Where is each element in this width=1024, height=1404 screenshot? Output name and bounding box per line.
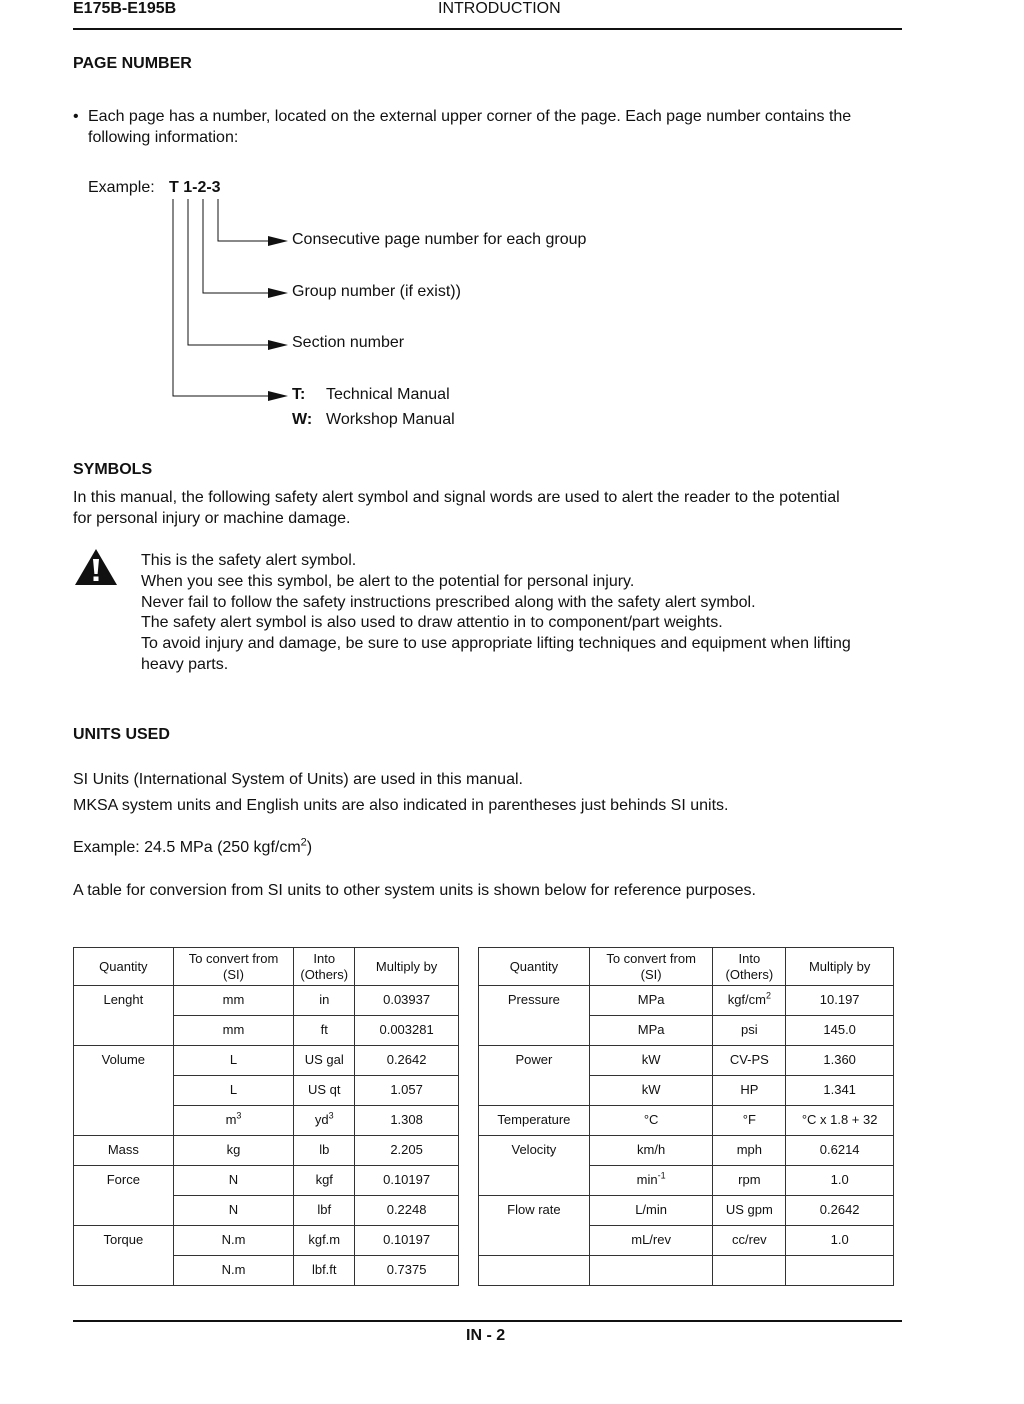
- table-row: [74, 1076, 459, 1106]
- table-row: [479, 986, 894, 1016]
- table-row: [74, 986, 459, 1016]
- symbols-line-2: When you see this symbol, be alert to the potential for personal injury.: [141, 573, 635, 590]
- quantity-cell: Velocity: [479, 1136, 590, 1166]
- into-cell: mph: [713, 1136, 786, 1166]
- table-row: [479, 1196, 894, 1226]
- symbols-intro-line2: for personal injury or machine damage.: [73, 510, 351, 527]
- multiply-cell: [786, 1256, 894, 1286]
- into-cell: lbf: [294, 1196, 355, 1226]
- from-cell: N: [173, 1166, 294, 1196]
- symbols-line-6: heavy parts.: [141, 656, 229, 673]
- header-rule: [73, 28, 902, 30]
- footer-page-number: IN - 2: [466, 1327, 506, 1344]
- multiply-cell: 1.360: [786, 1046, 894, 1076]
- multiply-cell: 0.2642: [786, 1196, 894, 1226]
- from-cell: kW: [589, 1046, 713, 1076]
- example-code: T 1-2-3: [169, 179, 221, 196]
- example-label: Example:: [88, 179, 155, 196]
- arrow-consecutive: [268, 236, 288, 246]
- table-row: [74, 1016, 459, 1046]
- from-cell: kW: [589, 1076, 713, 1106]
- label-w-key: W:: [292, 411, 313, 428]
- units-line2: MKSA system units and English units are also indicated in parentheses just behinds SI units.: [73, 797, 729, 814]
- symbols-line-1: This is the safety alert symbol.: [141, 552, 357, 569]
- multiply-cell: 0.6214: [786, 1136, 894, 1166]
- multiply-cell: °C x 1.8 + 32: [786, 1106, 894, 1136]
- quantity-cell: [479, 1076, 590, 1106]
- into-cell: psi: [713, 1016, 786, 1046]
- conversion-table-right: [478, 947, 894, 1286]
- table-row: [479, 1256, 894, 1286]
- label-group: Group number (if exist)): [292, 283, 461, 300]
- multiply-cell: 1.308: [355, 1106, 459, 1136]
- arrow-manual: [268, 391, 288, 401]
- multiply-cell: 2.205: [355, 1136, 459, 1166]
- table-row: [74, 1256, 459, 1286]
- footer-rule: [73, 1320, 902, 1322]
- into-cell: rpm: [713, 1166, 786, 1196]
- symbols-line-5: To avoid injury and damage, be sure to use appropriate lifting techniques and equipment when lifting: [141, 635, 851, 652]
- page-number-bullet-line1: Each page has a number, located on the external upper corner of the page. Each page number contains the: [88, 108, 852, 125]
- quantity-cell: Lenght: [74, 986, 174, 1016]
- header-into: Into (Others): [713, 948, 786, 986]
- header-quantity: Quantity: [74, 948, 174, 986]
- header-multiply: Multiply by: [355, 948, 459, 986]
- multiply-cell: 0.10197: [355, 1226, 459, 1256]
- symbols-heading: SYMBOLS: [73, 461, 153, 478]
- quantity-cell: [479, 1226, 590, 1256]
- from-cell: MPa: [589, 1016, 713, 1046]
- multiply-cell: 0.2642: [355, 1046, 459, 1076]
- from-cell: MPa: [589, 986, 713, 1016]
- into-cell: [713, 1256, 786, 1286]
- into-cell: cc/rev: [713, 1226, 786, 1256]
- table-row: [479, 1136, 894, 1166]
- multiply-cell: 0.10197: [355, 1166, 459, 1196]
- header-quantity: Quantity: [479, 948, 590, 986]
- quantity-cell: Torque: [74, 1226, 174, 1256]
- from-cell: L: [173, 1046, 294, 1076]
- from-cell: L/min: [589, 1196, 713, 1226]
- units-example: Example: 24.5 MPa (250 kgf/$cm^2$): [73, 836, 313, 856]
- table-row: [74, 1136, 459, 1166]
- conversion-table-left: [73, 947, 459, 1286]
- table-row: [479, 1226, 894, 1256]
- multiply-cell: 10.197: [786, 986, 894, 1016]
- into-cell: HP: [713, 1076, 786, 1106]
- arrow-group: [268, 288, 288, 298]
- header-into: Into (Others): [294, 948, 355, 986]
- from-cell: km/h: [589, 1136, 713, 1166]
- quantity-cell: [74, 1196, 174, 1226]
- quantity-cell: [74, 1016, 174, 1046]
- table-row: [74, 1226, 459, 1256]
- into-cell: °F: [713, 1106, 786, 1136]
- table-row: [74, 1196, 459, 1226]
- from-cell: mm: [173, 1016, 294, 1046]
- quantity-cell: Flow rate: [479, 1196, 590, 1226]
- units-table-note: A table for conversion from SI units to other system units is shown below for reference purposes.: [73, 882, 756, 899]
- label-w-value: Workshop Manual: [326, 411, 455, 428]
- table-header-row: [479, 948, 894, 986]
- quantity-cell: Power: [479, 1046, 590, 1076]
- bullet-symbol: •: [73, 108, 79, 125]
- quantity-cell: [74, 1256, 174, 1286]
- label-section: Section number: [292, 334, 405, 351]
- multiply-cell: 145.0: [786, 1016, 894, 1046]
- into-cell: kgf: [294, 1166, 355, 1196]
- from-cell: N.m: [173, 1226, 294, 1256]
- into-cell: US qt: [294, 1076, 355, 1106]
- symbols-line-4: The safety alert symbol is also used to draw attentio in to component/part weights.: [141, 614, 723, 631]
- from-cell: N: [173, 1196, 294, 1226]
- into-cell: lb: [294, 1136, 355, 1166]
- multiply-cell: 1.0: [786, 1166, 894, 1196]
- into-cell: lbf.ft: [294, 1256, 355, 1286]
- from-cell: °C: [589, 1106, 713, 1136]
- into-cell: kgf.m: [294, 1226, 355, 1256]
- table-row: [479, 1076, 894, 1106]
- from-cell: kg: [173, 1136, 294, 1166]
- symbols-intro-line1: In this manual, the following safety alert symbol and signal words are used to alert the reader to the potential: [73, 489, 840, 506]
- page-number-heading: PAGE NUMBER: [73, 55, 192, 72]
- multiply-cell: 1.341: [786, 1076, 894, 1106]
- label-t-value: Technical Manual: [326, 386, 450, 403]
- into-cell: kgf/$cm^2$: [713, 986, 786, 1016]
- units-heading: UNITS USED: [73, 726, 170, 743]
- quantity-cell: [74, 1106, 174, 1136]
- quantity-cell: [479, 1016, 590, 1046]
- header-model: E175B-E195B: [73, 0, 177, 17]
- from-cell: N.m: [173, 1256, 294, 1286]
- multiply-cell: 0.7375: [355, 1256, 459, 1286]
- multiply-cell: 0.2248: [355, 1196, 459, 1226]
- into-cell: US gal: [294, 1046, 355, 1076]
- label-t-key: T:: [292, 386, 306, 403]
- table-row: [479, 1016, 894, 1046]
- from-cell: [589, 1256, 713, 1286]
- table-row: [479, 1166, 894, 1196]
- symbols-line-3: Never fail to follow the safety instructions prescribed along with the safety alert symbol.: [141, 594, 756, 611]
- quantity-cell: Mass: [74, 1136, 174, 1166]
- page-number-bullet-line2: following information:: [88, 129, 239, 146]
- from-cell: $\min^{-1}$: [589, 1166, 713, 1196]
- units-line1: SI Units (International System of Units) are used in this manual.: [73, 771, 523, 788]
- table-row: [74, 1166, 459, 1196]
- table-row: [479, 1046, 894, 1076]
- into-cell: $yd^3$: [294, 1106, 355, 1136]
- into-cell: ft: [294, 1016, 355, 1046]
- label-consecutive: Consecutive page number for each group: [292, 231, 587, 248]
- multiply-cell: 0.03937: [355, 986, 459, 1016]
- arrow-section: [268, 340, 288, 350]
- quantity-cell: Force: [74, 1166, 174, 1196]
- header-from: To convert from (SI): [589, 948, 713, 986]
- multiply-cell: 0.003281: [355, 1016, 459, 1046]
- warning-icon: [74, 548, 118, 586]
- from-cell: L: [173, 1076, 294, 1106]
- from-cell: mL/rev: [589, 1226, 713, 1256]
- table-row: [74, 1046, 459, 1076]
- table-row: [479, 1106, 894, 1136]
- multiply-cell: 1.0: [786, 1226, 894, 1256]
- header-multiply: Multiply by: [786, 948, 894, 986]
- quantity-cell: Volume: [74, 1046, 174, 1076]
- into-cell: in: [294, 986, 355, 1016]
- header-from: To convert from (SI): [173, 948, 294, 986]
- quantity-cell: [74, 1076, 174, 1106]
- header-section: INTRODUCTION: [438, 0, 561, 17]
- multiply-cell: 1.057: [355, 1076, 459, 1106]
- quantity-cell: Pressure: [479, 986, 590, 1016]
- into-cell: CV-PS: [713, 1046, 786, 1076]
- into-cell: US gpm: [713, 1196, 786, 1226]
- quantity-cell: [479, 1166, 590, 1196]
- quantity-cell: Temperature: [479, 1106, 590, 1136]
- table-row: [74, 1106, 459, 1136]
- from-cell: $m^3$: [173, 1106, 294, 1136]
- table-header-row: [74, 948, 459, 986]
- quantity-cell: [479, 1256, 590, 1286]
- from-cell: mm: [173, 986, 294, 1016]
